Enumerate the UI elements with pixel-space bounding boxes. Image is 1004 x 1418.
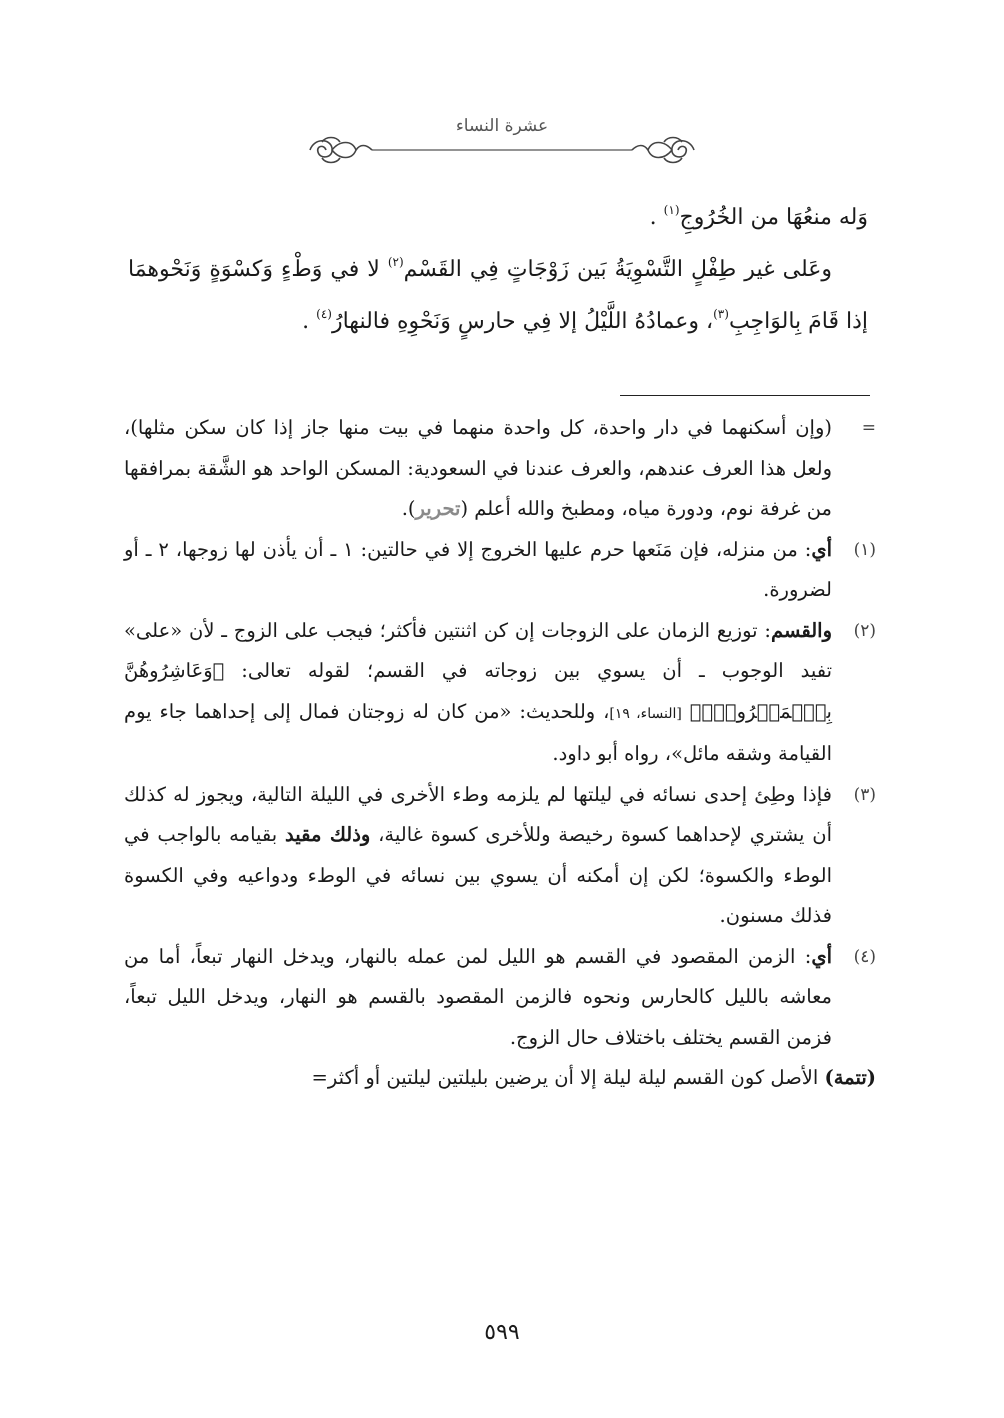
main-text [128, 192, 868, 348]
footnote-continuation-text: (وإن أسكنهما في دار واحدة، كل واحدة منهما في بيت منها جاز إذا كان سكن مثلها)، ولعل هذا العرف عندهم، والعرف عندنا في السعودية: المسكن الواحد هو الشَّقة بمرافقها من غرفة نوم، ودورة مياه، ومطبخ والله أعلم ( [124, 416, 832, 520]
footnote-ref-3[interactable]: (٣) [713, 307, 729, 321]
main-paragraph-1 [128, 192, 868, 244]
main-paragraph-2-part2: لا في وَطْءٍ وَكسْوَةٍ وَنَحْوهمَا إذا قَامَ بِالوَاجِبِ [128, 257, 868, 334]
footnote-separator [620, 395, 870, 396]
footnote-3-text-1: فإذا وطِئ إحدى نسائه في ليلتها لم يلزمه وطء الأخرى في الليلة التالية، ويجوز له كذلك أن يشتري لإحداهما كسوة رخيصة وللأخرى كسوة غالية، [124, 782, 832, 846]
footnote-1 [124, 530, 876, 611]
footnotes [124, 408, 876, 1099]
footnote-3-marker: (٣) [853, 784, 876, 805]
header-ornament [300, 132, 704, 168]
footnote-4-lead: أي [811, 944, 832, 968]
footnote-3 [124, 775, 876, 937]
main-paragraph-2-part1: وعَلى غير طِفْلٍ التَّسْوِيَةُ بَين زَوْجَاتٍ فِي القَسْم [403, 257, 832, 282]
footnote-4 [124, 937, 876, 1059]
main-paragraph-1-end: . [649, 205, 664, 230]
footnote-1-marker: (١) [853, 539, 876, 560]
footnote-tail [124, 1058, 876, 1099]
footnote-continuation-marker: = [861, 418, 876, 438]
footnote-2-text-1: : توزيع الزمان على الزوجات إن كن اثنتين فأكثر؛ فيجب على الزوج ـ لأن «على» تفيد الوجوب ـ أن يسوي بين زوجاته في القسم؛ لقوله تعالى: ﴿وَعَاشِرُوهُنَّ بِٱلۡمَعۡرُوفِۚ﴾ [124, 618, 832, 723]
footnote-tail-text: الأصل كون القسم ليلة ليلة إلا أن يرضين بليلتين ليلتين أو أكثر= [311, 1066, 825, 1089]
footnote-continuation [124, 408, 876, 530]
main-paragraph-1-text: وَله منعُهَا من الخُرُوجِ [679, 205, 868, 230]
footnote-2 [124, 611, 876, 775]
footnote-2-text-2: ، وللحديث: «من كان له زوجتان فمال إلى إحداهما جاء يوم القيامة وشقه مائل»، رواه أبو داود. [124, 699, 832, 765]
footnote-3-bold: وذلك مقيد [285, 823, 371, 846]
footnote-tail-lead: (تتمة) [824, 1066, 876, 1089]
footnote-1-lead: أي [811, 537, 832, 561]
footnote-2-citation: [النساء، ١٩] [609, 705, 682, 722]
running-title: عشرة النساء [455, 116, 549, 136]
footnote-4-text: : الزمن المقصود في القسم هو الليل لمن عمله بالنهار، ويدخل النهار تبعاً، أما من معاشه بالليل كالحارس ونحوه فالزمن المقصود بالقسم هو النهار، ويدخل الليل تبعاً، فزمن القسم يختلف باختلاف حال الزوج. [124, 944, 832, 1049]
main-paragraph-2 [128, 244, 868, 348]
page-number: ٥٩٩ [484, 1320, 520, 1345]
footnote-ref-4[interactable]: (٤) [316, 307, 332, 321]
footnote-continuation-end: ). [401, 497, 416, 520]
footnote-2-lead: والقسم [770, 618, 832, 642]
footnote-continuation-tag: تحرير [415, 497, 461, 520]
footnote-ref-2[interactable]: (٢) [387, 255, 404, 269]
footnote-2-marker: (٢) [853, 620, 876, 641]
footnote-ref-1[interactable]: (١) [663, 203, 680, 217]
footnote-3-text-2: بقيامه بالواجب في الوطء والكسوة؛ لكن إن أمكنه أن يسوي بين نسائه في الوطء ودواعيه وفي الكسوة فذلك مسنون. [124, 823, 832, 927]
footnote-1-text: : من منزله، فإن مَنَعها حرم عليها الخروج إلا في حالتين: ١ ـ أن يأذن لها زوجها، ٢ ـ أو لضرورة. [124, 537, 832, 601]
main-paragraph-2-part3: ، وعمادُهُ اللَّيْلُ إلا فِي حارسٍ وَنَحْوِهِ فالنهارُ [331, 309, 714, 334]
main-paragraph-2-end: . [302, 309, 317, 334]
footnote-4-marker: (٤) [853, 946, 876, 967]
